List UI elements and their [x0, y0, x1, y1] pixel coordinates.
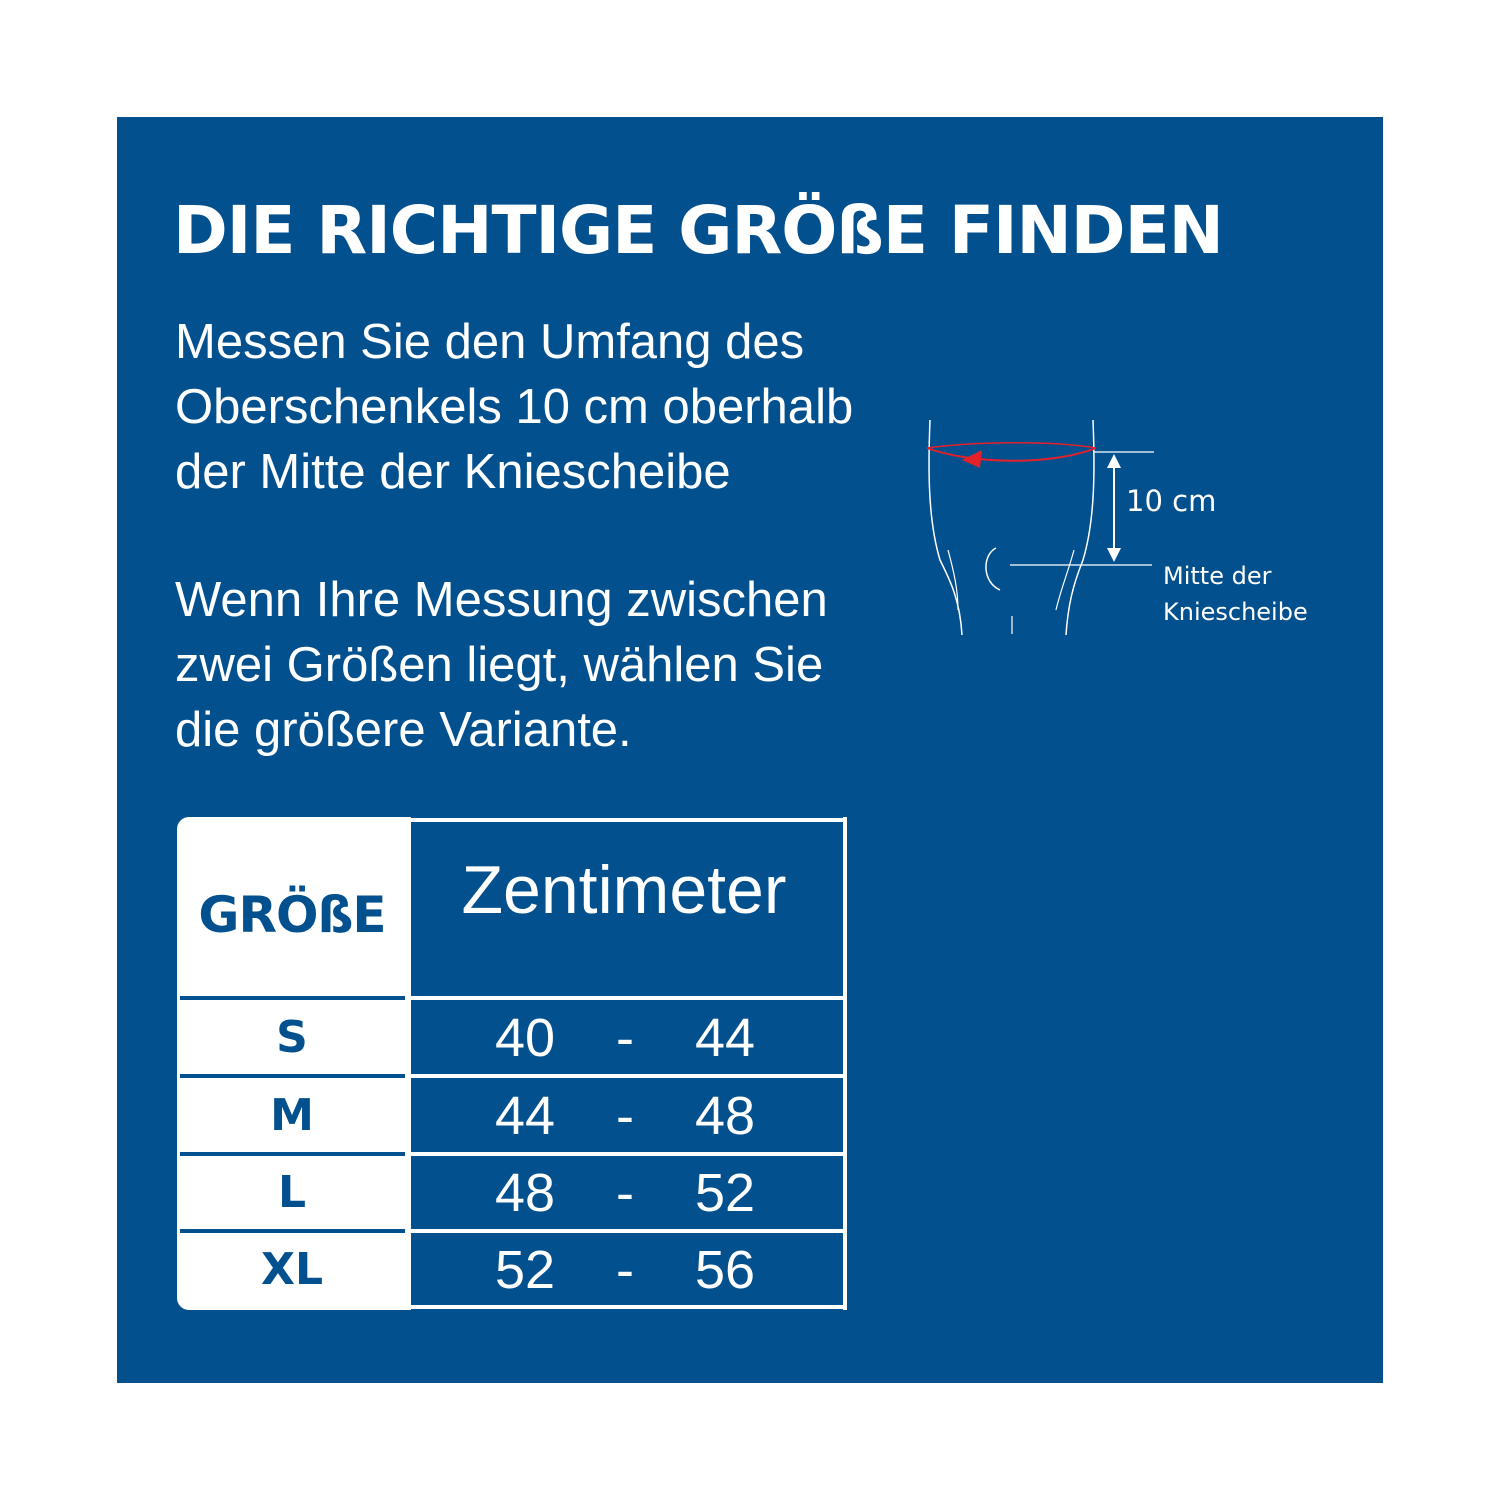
range-dash: -	[616, 1163, 634, 1223]
range-min: 52	[494, 1240, 556, 1300]
kneecap-label-line: Mitte der	[1163, 562, 1272, 590]
note-line: Wenn Ihre Messung zwischen	[175, 573, 828, 627]
distance-label: 10 cm	[1126, 484, 1217, 518]
size-l: L	[277, 1167, 307, 1218]
instruction-line: Oberschenkels 10 cm oberhalb	[175, 380, 854, 434]
instruction-line: der Mitte der Kniescheibe	[175, 445, 731, 499]
kneecap-label-line: Kniescheibe	[1163, 598, 1308, 626]
size-m: M	[270, 1090, 314, 1141]
range-min: 40	[494, 1008, 556, 1068]
page-title: DIE RICHTIGE GRÖßE FINDEN	[173, 192, 1223, 269]
range-max: 56	[694, 1240, 756, 1300]
size-s: S	[276, 1012, 308, 1063]
centimeter-header: Zentimeter	[461, 852, 787, 928]
range-dash: -	[616, 1240, 634, 1300]
range-max: 48	[694, 1086, 756, 1146]
range-dash: -	[616, 1086, 634, 1146]
range-min: 44	[494, 1086, 556, 1146]
range-dash: -	[616, 1008, 634, 1068]
range-max: 44	[694, 1008, 756, 1068]
size-header: GRÖßE	[198, 886, 386, 944]
size-xl: XL	[261, 1244, 323, 1295]
note-line: die größere Variante.	[175, 703, 632, 757]
range-min: 48	[494, 1163, 556, 1223]
range-max: 52	[694, 1163, 756, 1223]
note-line: zwei Größen liegt, wählen Sie	[175, 638, 824, 692]
instruction-line: Messen Sie den Umfang des	[175, 315, 805, 369]
